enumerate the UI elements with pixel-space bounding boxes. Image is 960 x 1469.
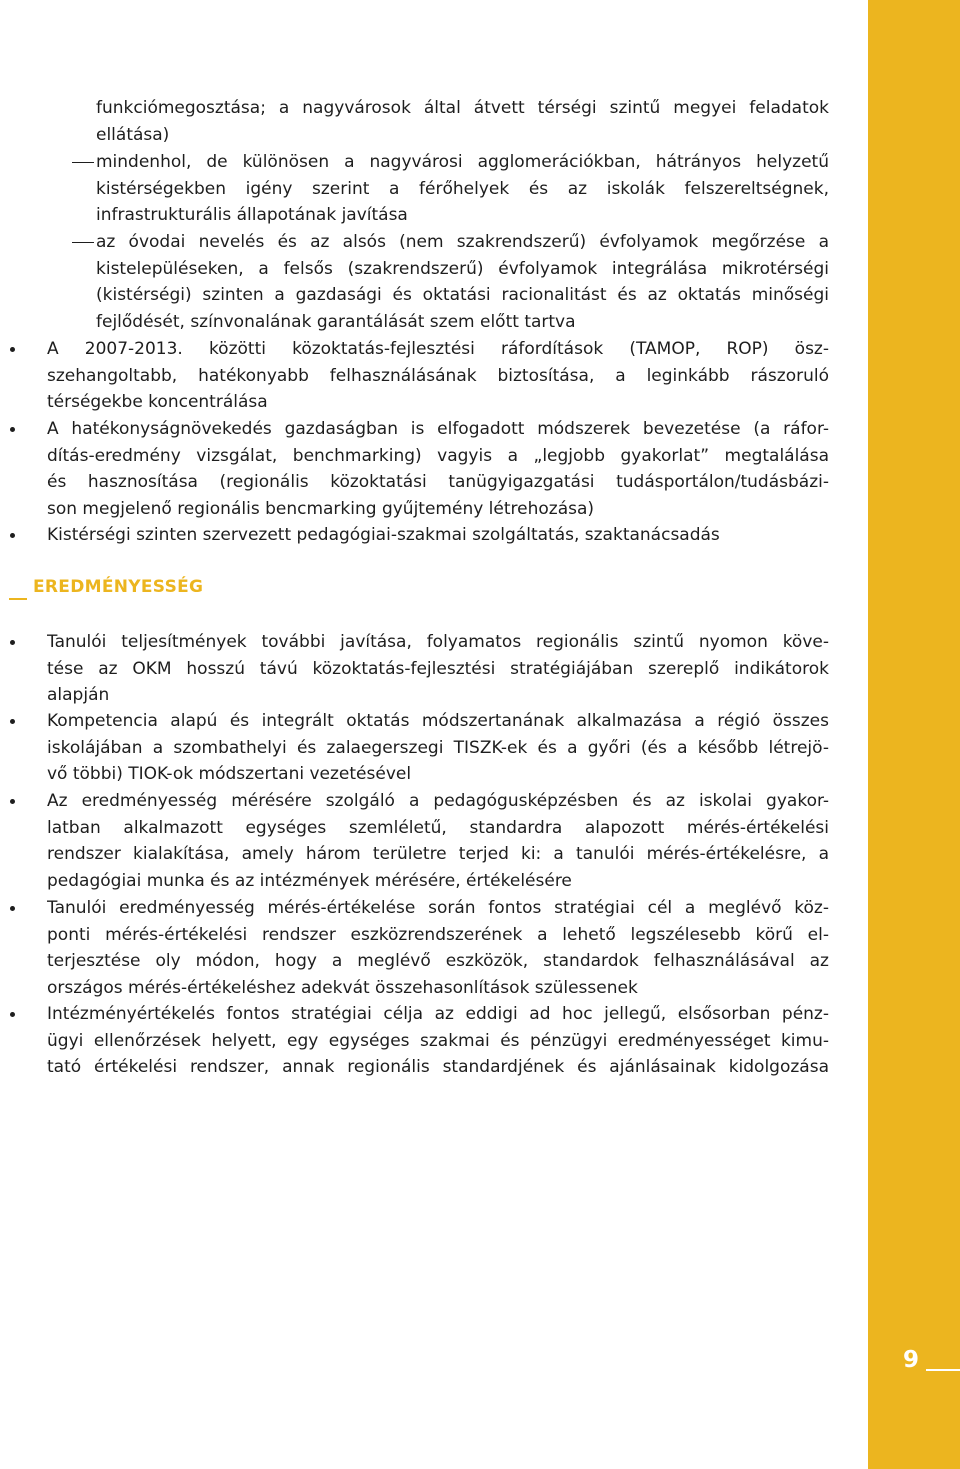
bullet-marker xyxy=(10,719,15,724)
bullet-marker xyxy=(10,640,15,645)
dash-marker xyxy=(72,162,94,163)
text-line: alapján xyxy=(47,685,110,706)
text-line: dítás-eredmény vizsgálat, benchmarking) vagyis a „legjobb gyakorlat” megtalálása xyxy=(47,445,829,466)
text-line: tése az OKM hosszú távú közoktatás-fejlesztési stratégiájában szereplő indikátorok xyxy=(47,658,829,679)
section-heading-rule xyxy=(9,598,27,600)
text-line: A 2007-2013. közötti közoktatás-fejlesztési ráfordítások (TAMOP, ROP) ösz- xyxy=(47,339,829,359)
dash-marker xyxy=(72,242,94,243)
text-line: és hasznosítása (regionális közoktatási tanügyigazgatási tudásportálon/tudásbázi- xyxy=(47,472,829,493)
text-line: Kompetencia alapú és integrált oktatás módszertanának alkalmazása a régió összes xyxy=(47,711,829,731)
text-line: az óvodai nevelés és az alsós (nem szakrendszerű) évfolyamok megőrzése a xyxy=(96,232,829,252)
text-line: Tanulói teljesítmények további javítása, folyamatos regionális szintű nyomon köve- xyxy=(47,632,829,652)
text-line: Kistérségi szinten szervezett pedagógiai-szakmai szolgáltatás, szaktanácsadás xyxy=(47,525,720,545)
text-line: iskolájában a szombathelyi és zalaegerszegi TISZK-ek és a győri (és a később létrejö- xyxy=(47,737,829,758)
text-line: rendszer kialakítása, amely három területre terjed ki: a tanulói mérés-értékelésre, a xyxy=(47,844,829,865)
bullet-marker xyxy=(10,533,15,538)
bullet-marker xyxy=(10,1012,15,1017)
text-line: tató értékelési rendszer, annak regionális standardjének és ajánlásainak kidolgozása xyxy=(47,1057,829,1078)
page-number: 9 xyxy=(903,1347,920,1373)
text-line: Az eredményesség mérésére szolgáló a pedagógusképzésben és az iskolai gyakor- xyxy=(47,791,829,811)
text-line: terjesztése oly módon, hogy a meglévő eszközök, standardok felhasználásával az xyxy=(47,951,829,972)
text-line: son megjelenő regionális bencmarking gyűjtemény létrehozása) xyxy=(47,498,595,519)
text-line: kistelepüléseken, a felsős (szakrendszerű) évfolyamok integrálása mikrotérségi xyxy=(96,258,829,279)
bullet-marker xyxy=(10,347,15,352)
text-line: szehangoltabb, hatékonyabb felhasználásának biztosítása, a leginkább rászoruló xyxy=(47,365,829,386)
bullet-marker xyxy=(10,427,15,432)
text-line: országos mérés-értékeléshez adekvát összehasonlítások szülessenek xyxy=(47,977,638,998)
text-line: infrastrukturális állapotának javítása xyxy=(96,205,408,226)
side-color-band xyxy=(868,0,960,1469)
text-line: pedagógiai munka és az intézmények mérésére, értékelésére xyxy=(47,870,572,891)
text-line: mindenhol, de különösen a nagyvárosi agglomerációkban, hátrányos helyzetű xyxy=(96,152,829,172)
bullet-marker xyxy=(10,906,15,911)
text-line: A hatékonyságnövekedés gazdaságban is elfogadott módszerek bevezetése (a ráfor- xyxy=(47,419,829,439)
text-line: ellátása) xyxy=(96,124,170,145)
text-line: Tanulói eredményesség mérés-értékelése során fontos stratégiai cél a meglévő köz- xyxy=(47,898,829,918)
text-line: Intézményértékelés fontos stratégiai célja az eddigi ad hoc jellegű, elsősorban pénz- xyxy=(47,1004,829,1024)
text-line: (kistérségi) szinten a gazdasági és oktatási racionalitást és az oktatás minőségi xyxy=(96,285,829,306)
text-line: ponti mérés-értékelési rendszer eszközrendszerének a lehető legszélesebb körű el- xyxy=(47,924,829,945)
text-line: latban alkalmazott egységes szemléletű, standardra alapozott mérés-értékelési xyxy=(47,817,829,838)
text-line: térségekbe koncentrálása xyxy=(47,392,268,413)
page-number-rule xyxy=(926,1369,960,1371)
text-line: vő többi) TIOK-ok módszertani vezetésével xyxy=(47,764,412,785)
text-line: kistérségekben igény szerint a férőhelyek és az iskolák felszereltségnek, xyxy=(96,178,829,199)
text-line: ügyi ellenőrzések helyett, egy egységes szakmai és pénzügyi eredményességet kimu- xyxy=(47,1030,829,1051)
text-line: funkciómegosztása; a nagyvárosok által átvett térségi szintű megyei feladatok xyxy=(96,98,829,118)
bullet-marker xyxy=(10,799,15,804)
section-heading: EREDMÉNYESSÉG xyxy=(33,577,204,597)
text-line: fejlődését, színvonalának garantálását szem előtt tartva xyxy=(96,311,576,332)
